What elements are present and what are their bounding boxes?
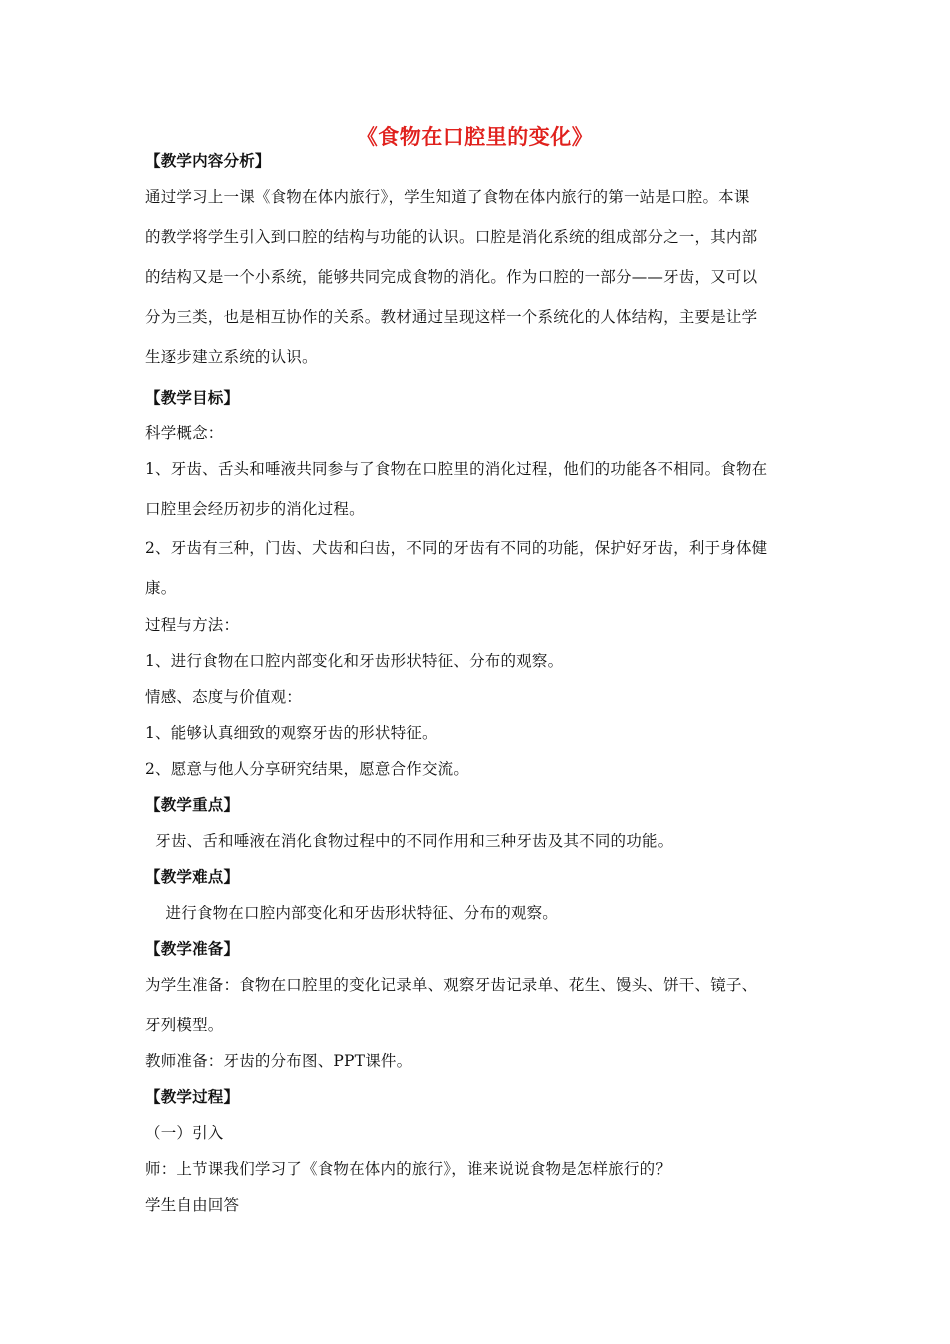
paragraph-line: 通过学习上一课《食物在体内旅行》，学生知道了食物在体内旅行的第一站是口腔。本课 bbox=[145, 188, 750, 206]
paragraph-line: 学生自由回答 bbox=[145, 1196, 240, 1214]
paragraph-line: （一）引入 bbox=[145, 1124, 224, 1142]
section-heading-process: 【教学过程】 bbox=[145, 1087, 240, 1106]
document-title: 《食物在口腔里的变化》 bbox=[356, 124, 594, 149]
paragraph-line: 进行食物在口腔内部变化和牙齿形状特征、分布的观察。 bbox=[145, 904, 559, 922]
paragraph-line: 分为三类，也是相互协作的关系。教材通过呈现这样一个系统化的人体结构，主要是让学 bbox=[145, 308, 758, 326]
paragraph-line: 的教学将学生引入到口腔的结构与功能的认识。口腔是消化系统的组成部分之一，其内部 bbox=[145, 228, 758, 246]
paragraph-line: 1、能够认真细致的观察牙齿的形状特征。 bbox=[145, 724, 438, 742]
paragraph-line: 2、愿意与他人分享研究结果，愿意合作交流。 bbox=[145, 760, 470, 778]
paragraph-line: 为学生准备：食物在口腔里的变化记录单、观察牙齿记录单、花生、馒头、饼干、镜子、 bbox=[145, 976, 758, 994]
paragraph-line: 1、进行食物在口腔内部变化和牙齿形状特征、分布的观察。 bbox=[145, 652, 564, 670]
paragraph-line: 牙齿、舌和唾液在消化食物过程中的不同作用和三种牙齿及其不同的功能。 bbox=[145, 832, 674, 850]
paragraph-line: 2、牙齿有三种，门齿、犬齿和臼齿，不同的牙齿有不同的功能，保护好牙齿，利于身体健 bbox=[145, 539, 768, 557]
section-heading-difficulties: 【教学难点】 bbox=[145, 867, 240, 886]
paragraph-line: 康。 bbox=[145, 579, 177, 597]
paragraph-line: 牙列模型。 bbox=[145, 1016, 224, 1034]
paragraph-line: 的结构又是一个小系统，能够共同完成食物的消化。作为口腔的一部分——牙齿，又可以 bbox=[145, 268, 758, 286]
section-heading-preparation: 【教学准备】 bbox=[145, 939, 240, 958]
paragraph-line: 教师准备：牙齿的分布图、PPT课件。 bbox=[145, 1052, 413, 1070]
paragraph-line: 科学概念： bbox=[145, 424, 224, 442]
section-heading-objectives: 【教学目标】 bbox=[145, 388, 240, 407]
paragraph-line: 师：上节课我们学习了《食物在体内的旅行》，谁来说说食物是怎样旅行的？ bbox=[145, 1160, 672, 1178]
paragraph-line: 1、牙齿、舌头和唾液共同参与了食物在口腔里的消化过程，他们的功能各不相同。食物在 bbox=[145, 460, 768, 478]
section-heading-content-analysis: 【教学内容分析】 bbox=[145, 151, 271, 170]
paragraph-line: 生逐步建立系统的认识。 bbox=[145, 348, 318, 366]
paragraph-line: 口腔里会经历初步的消化过程。 bbox=[145, 500, 365, 518]
paragraph-line: 情感、态度与价值观： bbox=[145, 688, 303, 706]
section-heading-key-points: 【教学重点】 bbox=[145, 795, 240, 814]
paragraph-line: 过程与方法： bbox=[145, 616, 240, 634]
